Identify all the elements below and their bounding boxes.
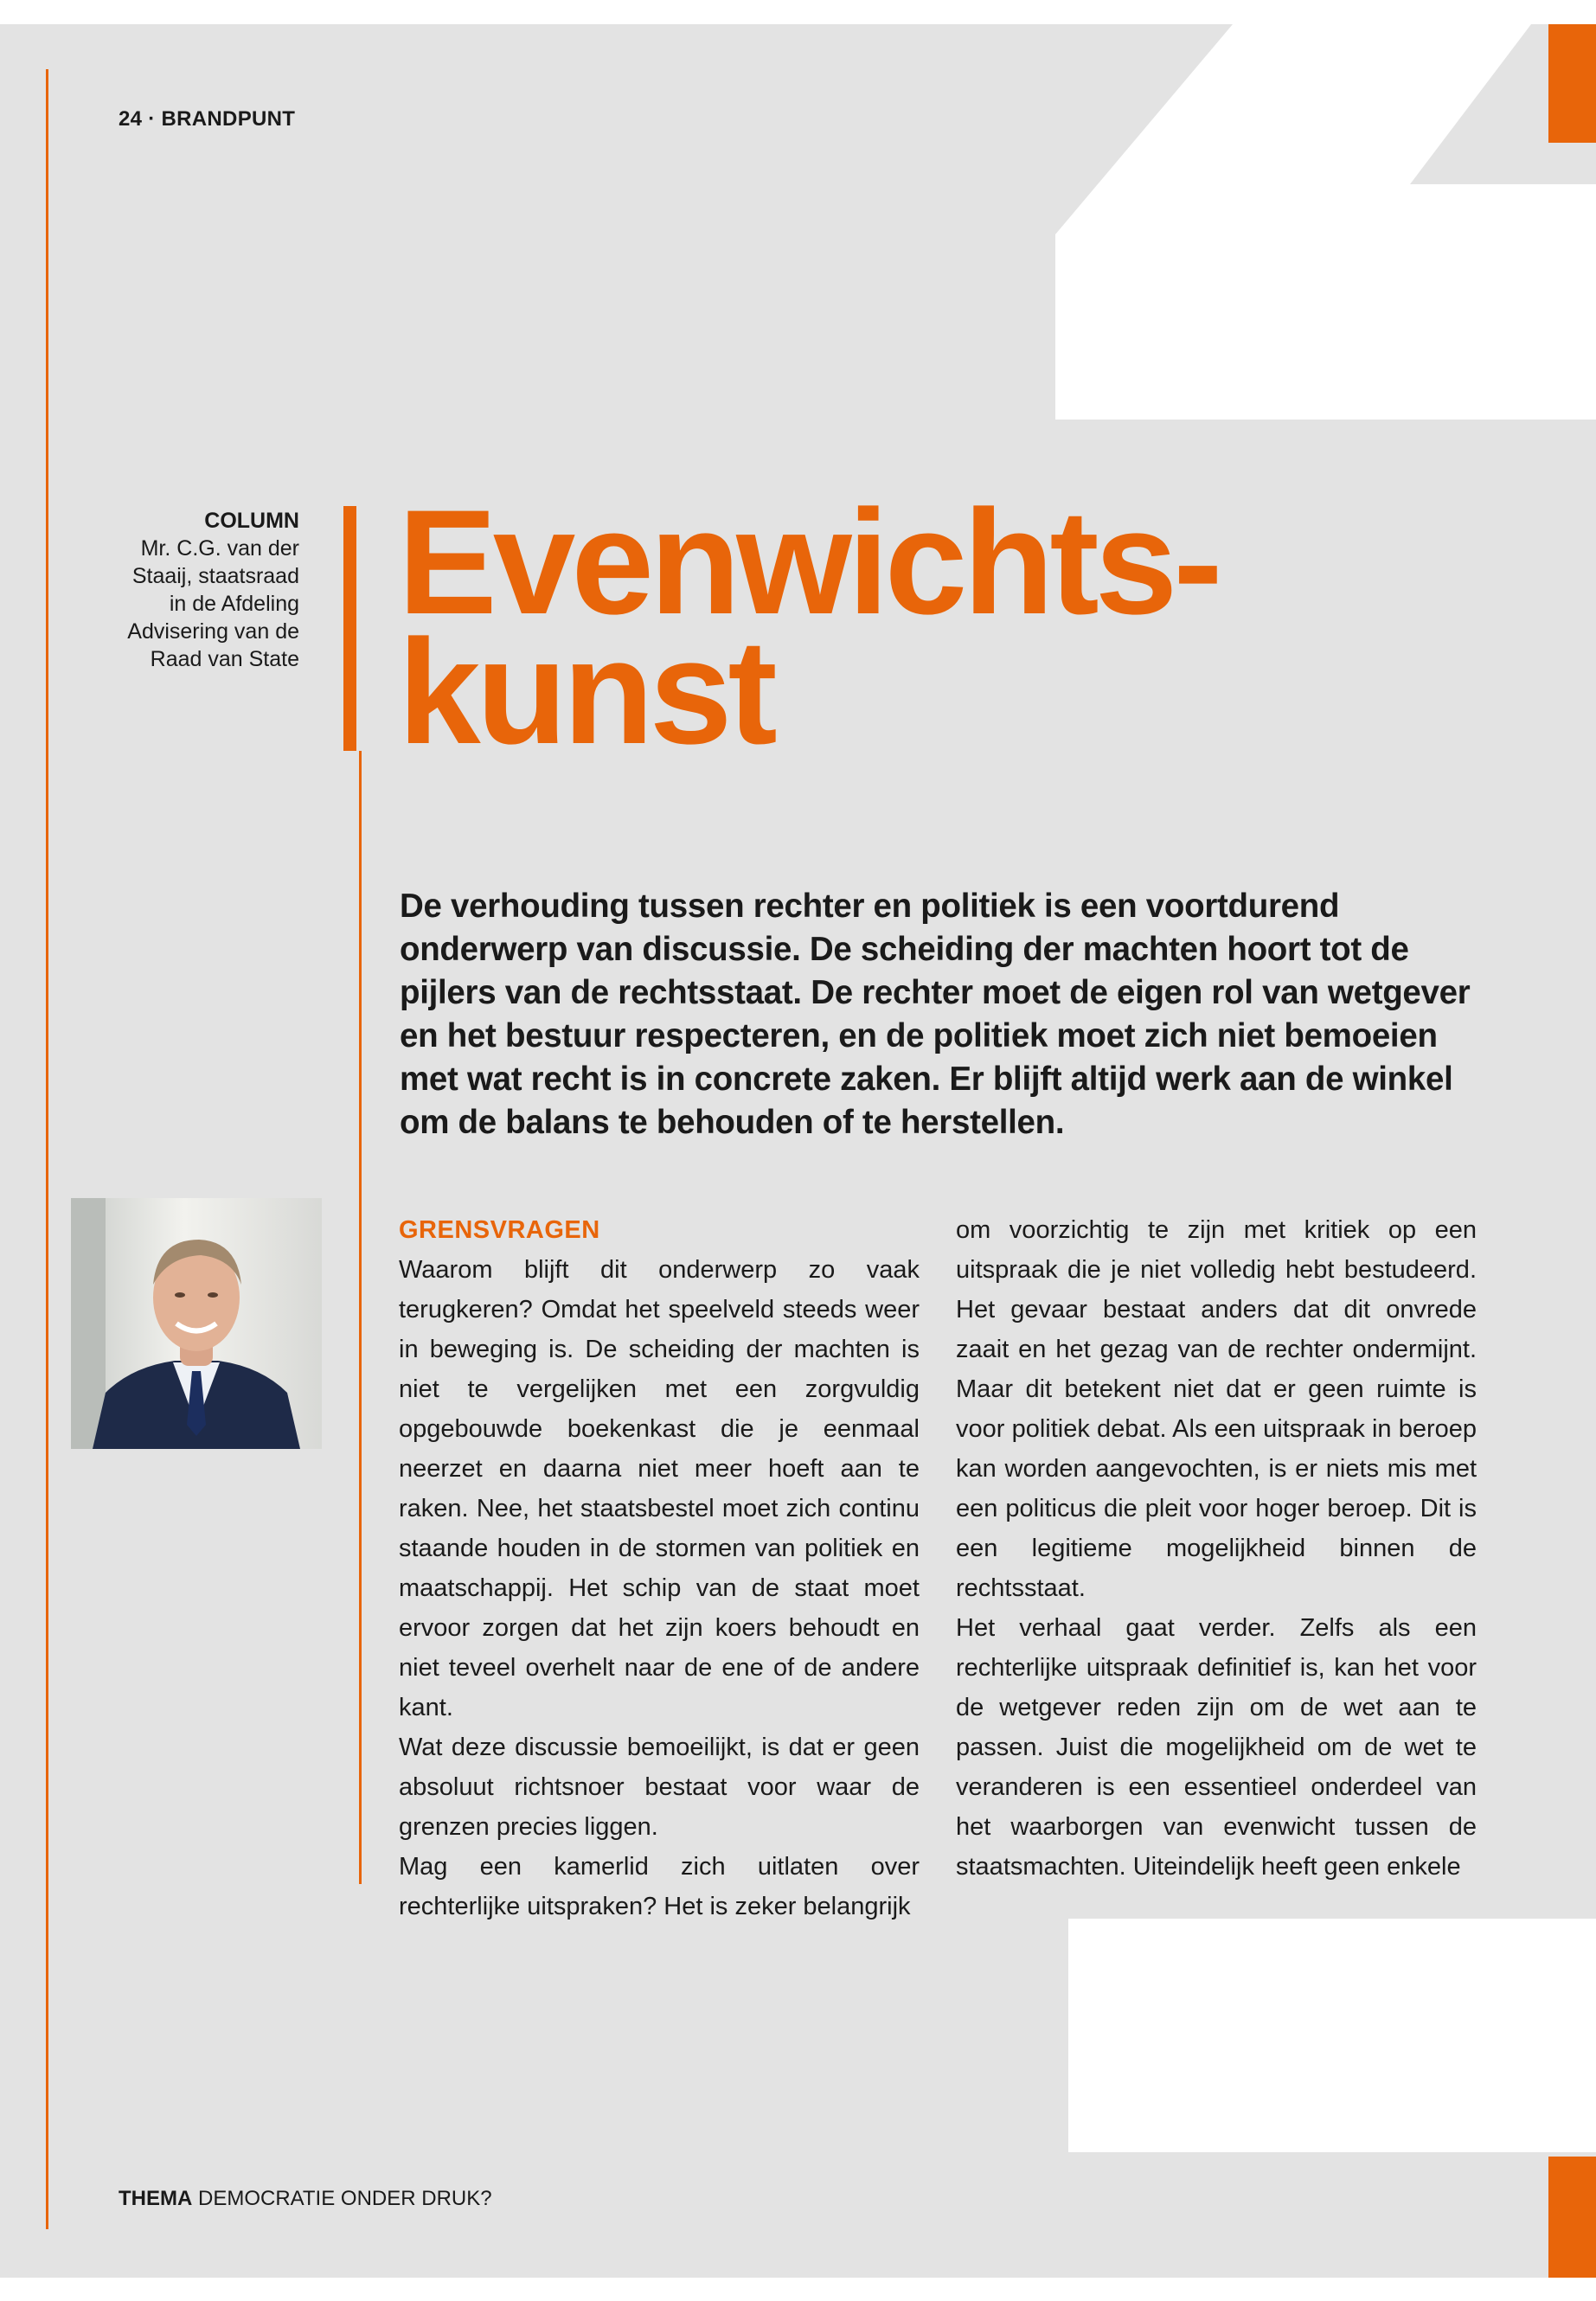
body-column-right	[956, 1210, 1477, 1887]
lead-paragraph: De verhouding tussen rechter en politiek is een voortdurend onderwerp van discussie. De scheiding der machten hoort tot de pijlers van de rechtsstaat. De rechter moet de eigen rol van wetgever en het bestuur respecteren, en de politiek moet zich niet bemoeien met wat recht is in concrete zaken. Er blijft altijd werk aan de winkel om de balans te behouden of te herstellen.	[400, 888, 1471, 1141]
title-accent-bar	[343, 506, 356, 751]
running-footer	[119, 2187, 492, 2211]
body-paragraph: Mag een kamerlid zich uitlaten over rechterlijke uitspraken? Het is zeker belangrijk	[399, 1853, 920, 1920]
header-separator: ·	[148, 107, 156, 131]
body-column-left	[399, 1210, 920, 1926]
title-line-1: Evenwichts-	[398, 479, 1219, 645]
running-header	[119, 107, 295, 131]
section-name: BRANDPUNT	[161, 107, 296, 131]
byline	[87, 507, 299, 673]
article-title	[398, 479, 1393, 775]
author-credit: Mr. C.G. van der Staaij, staatsraad in de Afdeling Advisering van de Raad van State	[127, 536, 299, 671]
theme-label: THEMA	[119, 2187, 193, 2210]
body-paragraph: Het verhaal gaat verder. Zelfs als een rechterlijke uitspraak definitief is, kan het voor de wetgever reden zijn om de wet aan te passen. Juist die mogelijkheid om de wet te veranderen is een essentieel onderdeel van het waarborgen van evenwicht tussen de staatsmachten. Uiteindelijk heeft geen enkele	[956, 1614, 1477, 1881]
body-paragraph: om voorzichtig te zijn met kritiek op een uitspraak die je niet volledig hebt bestudeerd. Het gevaar bestaat anders dat dit onvrede zaait en het gezag van de rechter ondermijnt. Maar dit betekent niet dat er geen ruimte is voor politiek debat. Als een uitspraak in beroep kan worden aangevochten, is er niets mis met een politicus die pleit voor hoger beroep. Dit is een legitieme mogelijkheid binnen de rechtsstaat.	[956, 1216, 1477, 1602]
decorative-white-shape-bottom	[1068, 1919, 1596, 2152]
page-number: 24	[119, 107, 143, 131]
magazine-page	[0, 24, 1596, 2278]
column-kicker: COLUMN	[204, 509, 299, 533]
author-portrait	[71, 1198, 322, 1449]
theme-title: DEMOCRATIE ONDER DRUK?	[198, 2187, 492, 2210]
title-line-2: kunst	[398, 609, 773, 775]
left-margin-rule	[46, 69, 48, 2229]
body-paragraph: Waarom blijft dit onderwerp zo vaak terugkeren? Omdat het speelveld steeds weer in beweging is. De scheiding der machten is niet te vergelijken met een zorgvuldig opgebouwde boekenkast die je eenmaal neerzet en daarna niet meer hoeft aan te raken. Nee, het staatsbestel moet zich continu staande houden in de stormen van politiek en maatschappij. Het schip van de staat moet ervoor zorgen dat het zijn koers behoudt en niet teveel overhelt naar de ene of de andere kant.	[399, 1256, 920, 1721]
orange-edge-bar-top	[1548, 24, 1596, 143]
column-rule	[359, 751, 362, 1884]
section-subheading: GRENSVRAGEN	[399, 1216, 600, 1244]
orange-edge-bar-bottom	[1548, 2157, 1596, 2278]
body-paragraph: Wat deze discussie bemoeilijkt, is dat er geen absoluut richtsnoer bestaat voor waar de grenzen precies liggen.	[399, 1734, 920, 1841]
